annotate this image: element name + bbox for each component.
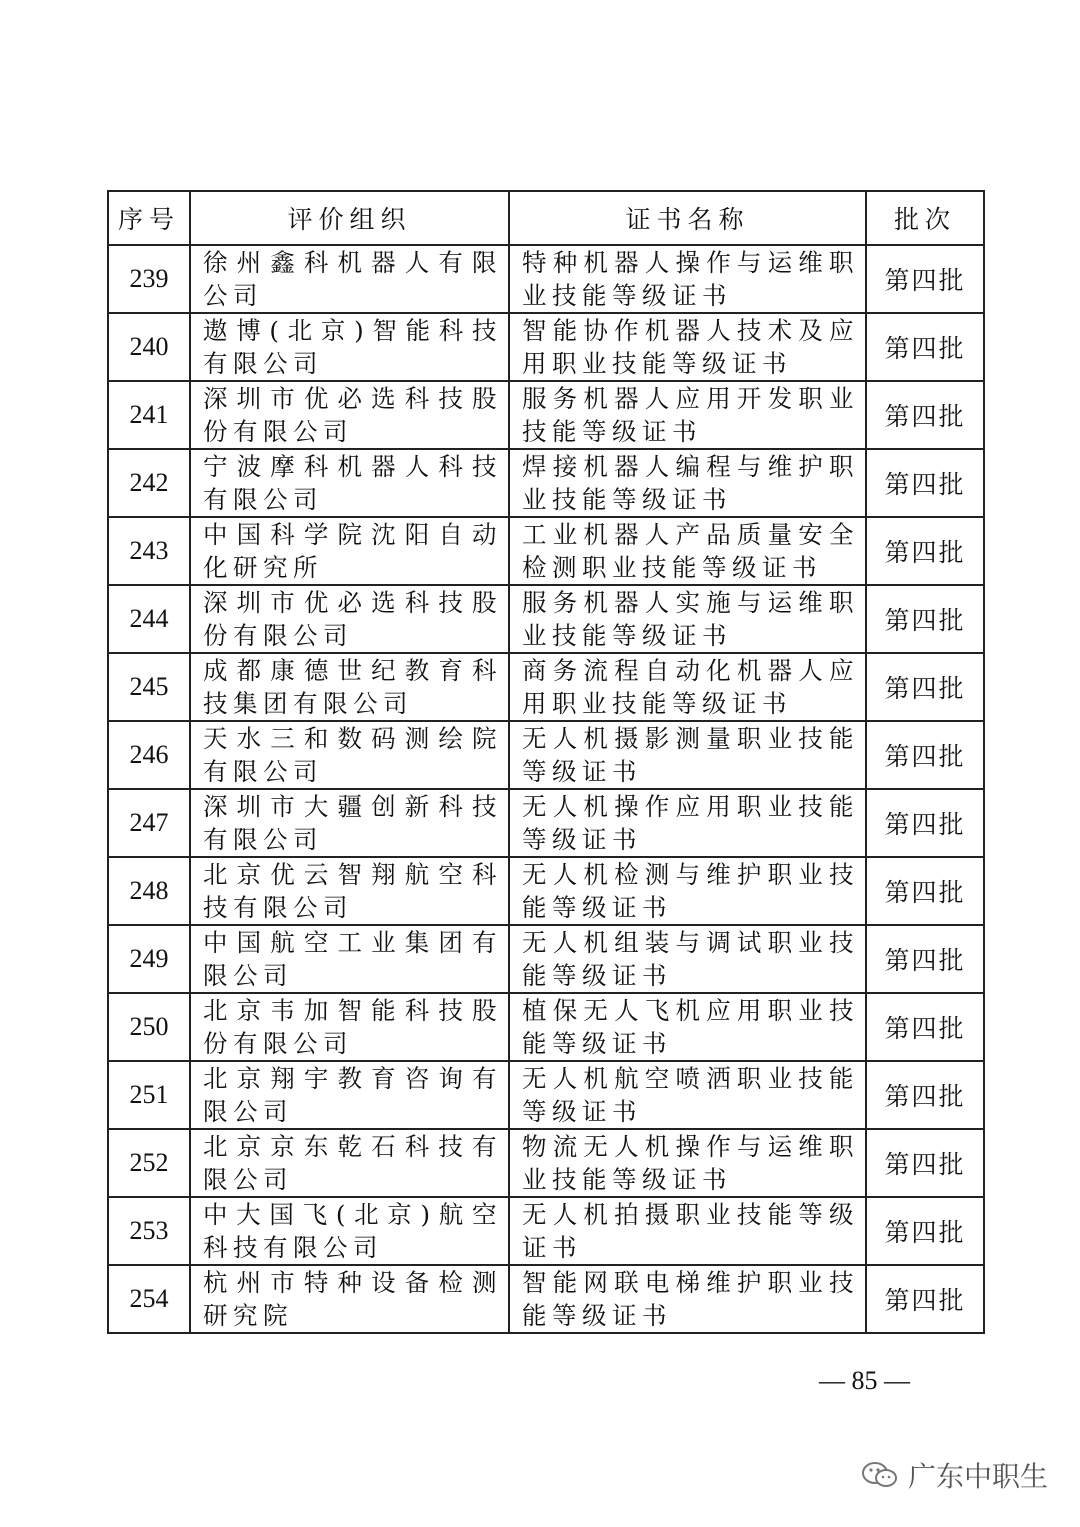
- cell-no: 248: [108, 857, 190, 925]
- table-row: [108, 721, 984, 789]
- table-row: [108, 1197, 984, 1265]
- cell-org: 中国科学院沈阳自动化研究所: [190, 517, 509, 585]
- cell-batch: 第四批: [866, 449, 984, 517]
- cell-no: 246: [108, 721, 190, 789]
- cell-no: 254: [108, 1265, 190, 1333]
- wechat-icon: [860, 1460, 900, 1490]
- cell-org: 杭州市特种设备检测研究院: [190, 1265, 509, 1333]
- page-number: — 85 —: [819, 1366, 910, 1395]
- table-row: [108, 381, 984, 449]
- table-row: [108, 1061, 984, 1129]
- cell-org: 徐州鑫科机器人有限公司: [190, 245, 509, 313]
- cell-batch: 第四批: [866, 721, 984, 789]
- watermark: [860, 1455, 1048, 1495]
- table-row: [108, 789, 984, 857]
- cell-batch: 第四批: [866, 993, 984, 1061]
- table-row: [108, 1265, 984, 1333]
- cell-cert: 特种机器人操作与运维职业技能等级证书: [509, 245, 866, 313]
- cell-cert: 焊接机器人编程与维护职业技能等级证书: [509, 449, 866, 517]
- cell-no: 247: [108, 789, 190, 857]
- cell-cert: 无人机拍摄职业技能等级证书: [509, 1197, 866, 1265]
- cell-batch: 第四批: [866, 1061, 984, 1129]
- table-header-row: [108, 191, 984, 245]
- cell-org: 中国航空工业集团有限公司: [190, 925, 509, 993]
- cell-org: 北京京东乾石科技有限公司: [190, 1129, 509, 1197]
- cell-batch: 第四批: [866, 857, 984, 925]
- cell-no: 249: [108, 925, 190, 993]
- cell-no: 240: [108, 313, 190, 381]
- table-row: [108, 1129, 984, 1197]
- cell-batch: 第四批: [866, 653, 984, 721]
- table-row: [108, 925, 984, 993]
- cell-org: 北京翔宇教育咨询有限公司: [190, 1061, 509, 1129]
- table-row: [108, 653, 984, 721]
- cell-org: 深圳市大疆创新科技有限公司: [190, 789, 509, 857]
- cell-cert: 无人机摄影测量职业技能等级证书: [509, 721, 866, 789]
- cell-cert: 物流无人机操作与运维职业技能等级证书: [509, 1129, 866, 1197]
- cell-org: 深圳市优必选科技股份有限公司: [190, 585, 509, 653]
- table-row: [108, 585, 984, 653]
- cell-cert: 无人机组装与调试职业技能等级证书: [509, 925, 866, 993]
- cell-no: 243: [108, 517, 190, 585]
- cell-no: 241: [108, 381, 190, 449]
- cell-cert: 服务机器人应用开发职业技能等级证书: [509, 381, 866, 449]
- cell-no: 250: [108, 993, 190, 1061]
- cell-org: 北京韦加智能科技股份有限公司: [190, 993, 509, 1061]
- cell-no: 242: [108, 449, 190, 517]
- cell-org: 中大国飞(北京)航空科技有限公司: [190, 1197, 509, 1265]
- cell-batch: 第四批: [866, 245, 984, 313]
- watermark-text: 广东中职生: [908, 1460, 1049, 1493]
- certificate-table: [107, 190, 985, 1334]
- cell-no: 252: [108, 1129, 190, 1197]
- header-no: 序号: [108, 191, 190, 245]
- cell-org: 遨博(北京)智能科技有限公司: [190, 313, 509, 381]
- cell-batch: 第四批: [866, 585, 984, 653]
- cell-cert: 无人机航空喷洒职业技能等级证书: [509, 1061, 866, 1129]
- table-row: [108, 245, 984, 313]
- cell-no: 251: [108, 1061, 190, 1129]
- cell-org: 深圳市优必选科技股份有限公司: [190, 381, 509, 449]
- cell-cert: 服务机器人实施与运维职业技能等级证书: [509, 585, 866, 653]
- cell-batch: 第四批: [866, 313, 984, 381]
- cell-cert: 智能网联电梯维护职业技能等级证书: [509, 1265, 866, 1333]
- cell-no: 253: [108, 1197, 190, 1265]
- cell-org: 成都康德世纪教育科技集团有限公司: [190, 653, 509, 721]
- header-batch: 批次: [866, 191, 984, 245]
- cell-batch: 第四批: [866, 1129, 984, 1197]
- cell-no: 239: [108, 245, 190, 313]
- cell-batch: 第四批: [866, 381, 984, 449]
- cell-batch: 第四批: [866, 1197, 984, 1265]
- table-row: [108, 993, 984, 1061]
- cell-org: 北京优云智翔航空科技有限公司: [190, 857, 509, 925]
- table-row: [108, 517, 984, 585]
- cell-org: 宁波摩科机器人科技有限公司: [190, 449, 509, 517]
- cell-batch: 第四批: [866, 789, 984, 857]
- cell-cert: 商务流程自动化机器人应用职业技能等级证书: [509, 653, 866, 721]
- table-row: [108, 449, 984, 517]
- cell-batch: 第四批: [866, 517, 984, 585]
- header-cert: 证书名称: [509, 191, 866, 245]
- cell-batch: 第四批: [866, 925, 984, 993]
- cell-no: 245: [108, 653, 190, 721]
- certificate-table-container: [107, 190, 985, 1334]
- cell-no: 244: [108, 585, 190, 653]
- cell-cert: 无人机检测与维护职业技能等级证书: [509, 857, 866, 925]
- table-row: [108, 857, 984, 925]
- cell-org: 天水三和数码测绘院有限公司: [190, 721, 509, 789]
- cell-cert: 工业机器人产品质量安全检测职业技能等级证书: [509, 517, 866, 585]
- cell-cert: 植保无人飞机应用职业技能等级证书: [509, 993, 866, 1061]
- header-org: 评价组织: [190, 191, 509, 245]
- cell-batch: 第四批: [866, 1265, 984, 1333]
- table-row: [108, 313, 984, 381]
- cell-cert: 无人机操作应用职业技能等级证书: [509, 789, 866, 857]
- cell-cert: 智能协作机器人技术及应用职业技能等级证书: [509, 313, 866, 381]
